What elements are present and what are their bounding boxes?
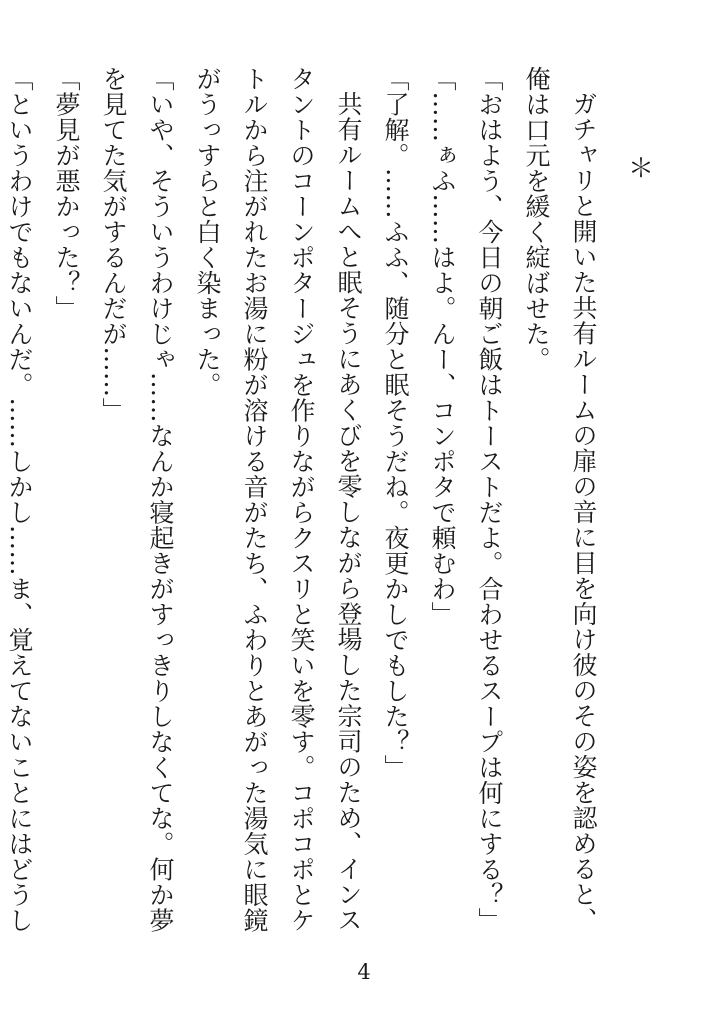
vertical-body-text xyxy=(5,66,607,954)
paragraph-3: 「……ぁふ……はよ。んー、コンポタで頼むわ」 xyxy=(428,66,457,627)
paragraph-8: 「というわけでもないんだ。……しかし……ま、覚えてないことにはどうし xyxy=(5,66,34,933)
paragraph-1: ガチャリと開いた共有ルームの扉の音に目を向け彼のその姿を認めると、俺は口元を緩く綻ばせた。 xyxy=(522,66,598,933)
paragraph-7: 「夢見が悪かった？」 xyxy=(52,66,81,321)
paragraph-4: 「了解。……ふふ、随分と眠そうだね。夜更かしでもした？」 xyxy=(381,66,410,780)
paragraph-2: 「おはよう、今日の朝ご飯はトーストだよ。合わせるスープは何にする？」 xyxy=(475,66,504,933)
page-number: 4 xyxy=(357,960,371,984)
paragraph-6: 「いや、そういうわけじゃ……なんか寝起きがすっきりしなくてな。何か夢を見てた気がするんだが……」 xyxy=(99,66,175,933)
paragraph-5: 共有ルームへと眠そうにあくびを零しながら登場した宗司のため、インスタントのコーンポタージュを作りながらクスリと笑いを零す。コポコポとケトルから注がれたお湯に粉が溶ける音がたち、ふわりとあがった湯気に眼鏡がうっすらと白く染まった。 xyxy=(193,66,363,933)
section-break-asterisk: ＊ xyxy=(628,154,655,184)
